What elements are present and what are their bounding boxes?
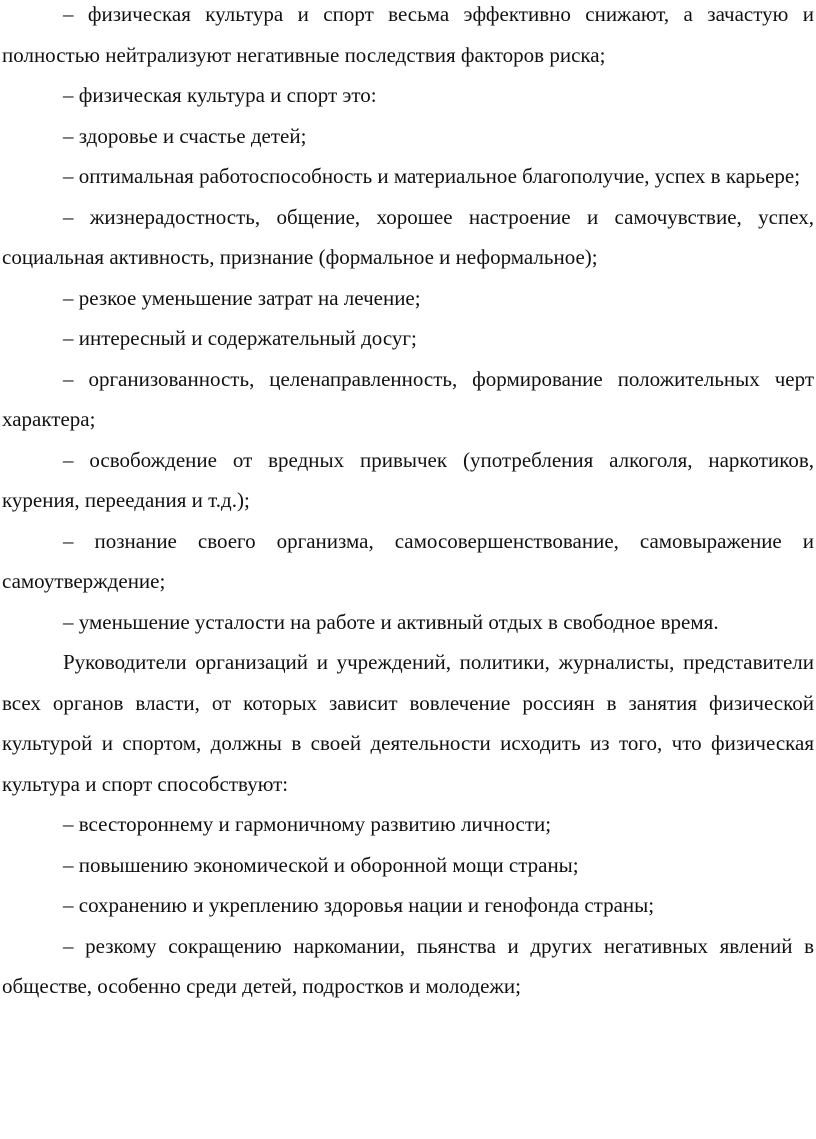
- paragraph-sport-is: – физическая культура и спорт это:: [63, 83, 377, 107]
- document-body: [2, 0, 814, 1007]
- paragraph-personality: – всестороннему и гармоничному развитию личности;: [63, 812, 552, 836]
- paragraph-leisure: – интересный и содержательный досуг;: [63, 326, 417, 350]
- paragraph-bad-habits: – освобождение от вредных привычек (употребления алкоголя, наркотиков, курения, переедания и т.д.);: [2, 447, 814, 512]
- paragraph-fatigue: – уменьшение усталости на работе и активный отдых в свободное время.: [63, 609, 719, 634]
- paragraph-work-capacity: – оптимальная работоспособность и материальное благополучие, успех в карьере;: [63, 164, 801, 188]
- paragraph-self-knowledge: – познание своего организма, самосовершенствование, самовыражение и самоутверждение;: [2, 528, 814, 593]
- paragraph-risk-factors: – физическая культура и спорт весьма эффективно снижают, а зачастую и полностью нейтрализуют негативные последствия факторов риска;: [2, 2, 814, 67]
- paragraph-children-health: – здоровье и счастье детей;: [63, 123, 307, 148]
- paragraph-treatment-costs: – резкое уменьшение затрат на лечение;: [63, 285, 421, 310]
- paragraph-leaders: Руководители организаций и учреждений, политики, журналисты, представители всех органов власти, от которых зависит вовлечение россиян в занятия физической культурой и спортом, должны в своей деятельности исходить из того, что физическая культура и спорт способствуют:: [2, 650, 814, 796]
- paragraph-economy: – повышению экономической и оборонной мощи страны;: [63, 852, 579, 877]
- paragraph-cheerfulness: – жизнерадостность, общение, хорошее настроение и самочувствие, успех, социальная активность, признание (формальное и неформальное);: [2, 204, 814, 269]
- paragraph-nation-health: – сохранению и укреплению здоровья нации и генофонда страны;: [63, 893, 655, 917]
- paragraph-drug-reduction: – резкому сокращению наркомании, пьянства и других негативных явлений в обществе, особенно среди детей, подростков и молодежи;: [2, 933, 814, 998]
- paragraph-organization: – организованность, целенаправленность, формирование положительных черт характера;: [2, 366, 814, 431]
